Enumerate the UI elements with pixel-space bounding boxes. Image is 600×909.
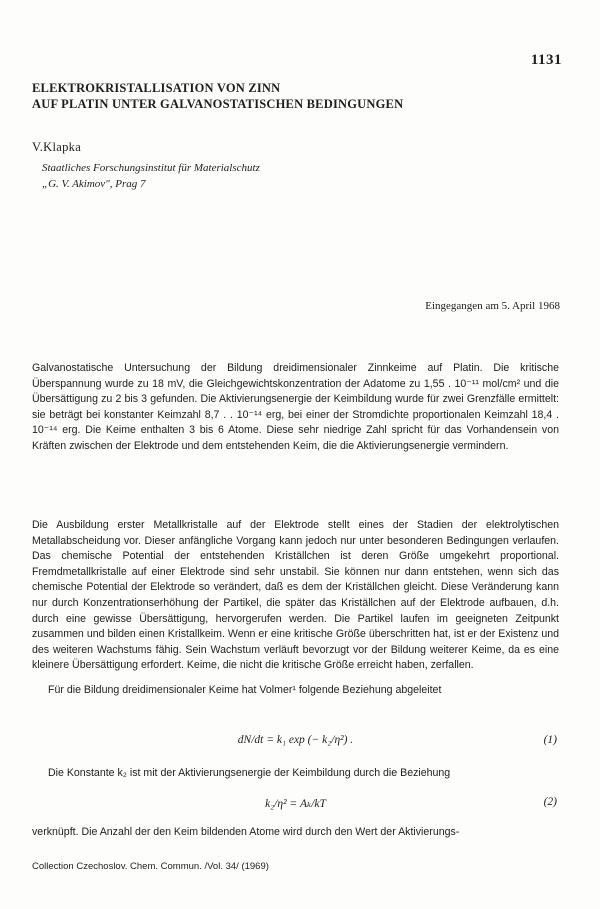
equation-2-formula: k₂/η² = Aₖ/kT [265,798,326,810]
paragraph-volmer: Für die Bildung dreidimensionaler Keime hat Volmer¹ folgende Beziehung abgeleitet [48,683,442,696]
paragraph-intro: Die Ausbildung erster Metallkristalle auf der Elektrode stellt eines der Stadien der elektrolytischen Metallabscheidung vor. Dieser anfängliche Vorgang kann jedoch nur unter besonderen Bedingungen verlaufen. Das chemische Potential der entstehenden Kriställchen ist deren Größe umgekehrt proportional. Fremdmetallkristalle auf einer Elektrode sind sehr unstabil. Sie können nur dann entstehen, wenn sich das chemische Potential der Elektrode so verändert, daß es dem der Kriställchen gleicht. Diese Veränderung kann nur durch Konzentrationserhöhung der Partikel, die später das Kriställchen auf der Elektrode aufbauen, d.h. durch eine gewisse Übersättigung, hervorgerufen werden. Die Partikel laufen im geeigneten Zeitpunkt zusammen und bilden einen Kristallkeim. Wenn er eine kritische Größe überschritten hat, ist er der Existenz und des weiteren Wachstums fähig. Sein Wachstum verläuft bevorzugt vor der Bildung weiterer Keime, da es eine kleinere Übersättigung erfordert. Keime, die nicht die kritische Größe erreicht haben, zerfallen. [32,519,559,672]
article-title [32,80,572,112]
affiliation [42,160,260,192]
body-text [32,518,559,699]
equation-2-number: (2) [543,796,557,808]
journal-footer: Collection Czechoslov. Chem. Commun. /Vol. 34/ (1969) [32,861,269,872]
page-number: 1131 [530,52,562,68]
title-line-1: ELEKTROKRISTALLISATION VON ZINN [32,81,281,95]
affiliation-line-2: „G. V. Akimov", Prag 7 [42,178,146,190]
equation-1-number: (1) [543,734,557,746]
affiliation-line-1: Staatliches Forschungsinstitut für Materialschutz [42,162,260,174]
abstract: Galvanostatische Untersuchung der Bildung dreidimensionaler Zinnkeime auf Platin. Die kritische Überspannung wurde zu 18 mV, die Gleichgewichtskonzentration der Adatome zu 1,55 . 10⁻¹¹ mol/cm² und die Übersättigung zu 2 bis 3 gefunden. Die Aktivierungsenergie der Keimbildung wurde für zwei Grenzfälle ermittelt: sie beträgt bei konstanter Keimzahl 8,7 . . 10⁻¹⁴ erg, bei einer der Stromdichte proportionalen Keimzahl 18,4 . 10⁻¹⁴ erg. Die Keime enthalten 3 bis 6 Atome. Diese sehr niedrige Zahl spricht für das Vorhandensein von Kräften zwischen der Elektrode und dem entstehenden Keim, die die Aktivierungsenergie vermindern. [32,362,559,452]
author-name: V.Klapka [32,140,82,154]
received-date: Eingegangen am 5. April 1968 [425,300,560,312]
paragraph-verknuepft: verknüpft. Die Anzahl der den Keim bildenden Atome wird durch den Wert der Aktivierungs- [32,826,460,838]
title-line-2: AUF PLATIN UNTER GALVANOSTATISCHEN BEDINGUNGEN [32,97,404,111]
paragraph-konstante: Die Konstante k₂ ist mit der Aktivierungsenergie der Keimbildung durch die Beziehung [48,767,451,779]
equation-1-formula: dN/dt = k₁ exp (− k₂/η²) . [237,734,354,746]
